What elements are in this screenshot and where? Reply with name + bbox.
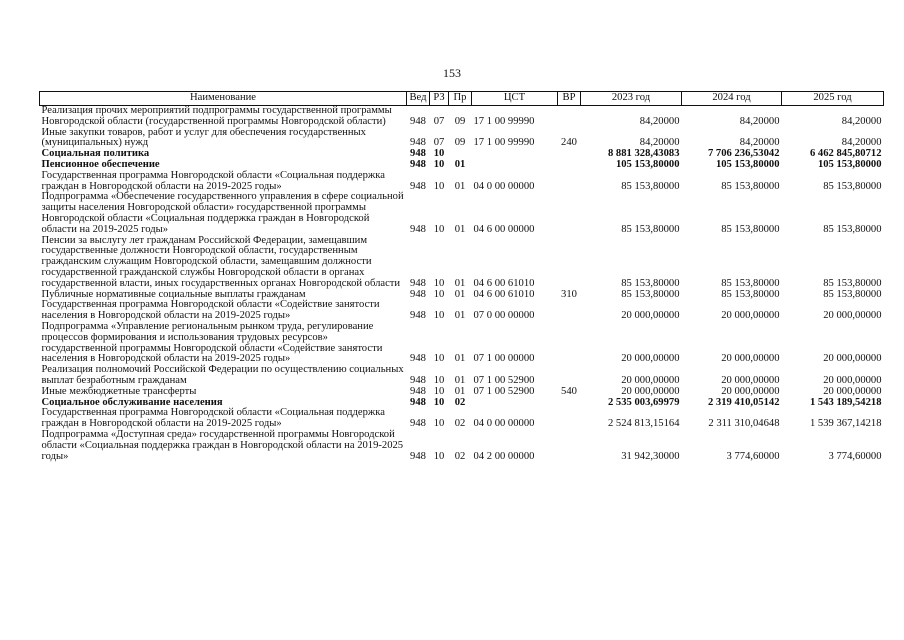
cell-cst: 04 0 00 00000 — [473, 418, 535, 430]
cell-cst: 04 0 00 00000 — [473, 180, 535, 192]
cell-vr: 240 — [561, 137, 577, 149]
cell-y2025: 1 543 189,54218 — [809, 396, 882, 408]
cell-ved: 948 — [410, 374, 426, 386]
cell-rz: 10 — [433, 288, 445, 300]
cell-ved: 948 — [410, 450, 426, 462]
cell-vr — [558, 236, 581, 290]
cell-y2025: 85 153,80000 — [823, 180, 882, 192]
page-number: 153 — [443, 66, 461, 80]
cell-cst: 07 0 00 00000 — [473, 310, 535, 322]
cell-y2024: 85 153,80000 — [721, 180, 780, 192]
cell-pr: 02 — [454, 450, 466, 462]
cell-name: Реализация прочих мероприятий подпрограммы государственной программы Новгородской области (государственной программы Новгородской области) — [41, 105, 392, 127]
cell-vr: 540 — [561, 385, 577, 397]
cell-rz: 10 — [433, 223, 445, 235]
cell-cst: 07 1 00 00000 — [473, 353, 535, 365]
header-vr: ВР — [558, 92, 581, 106]
header-cst: ЦСТ — [472, 92, 558, 106]
cell-name: Реализация полномочий Российской Федерации по осуществлению социальных выплат безработным гражданам — [41, 364, 404, 386]
table-row — [40, 408, 884, 430]
cell-name: Государственная программа Новгородской области «Социальная поддержка граждан в Новгородской области на 2019-2025 годы» — [41, 407, 385, 430]
cell-ved: 948 — [410, 396, 426, 408]
cell-y2023: 84,20000 — [639, 137, 680, 149]
table-row — [40, 192, 884, 235]
cell-y2024: 84,20000 — [739, 115, 780, 127]
cell-ved: 948 — [410, 277, 426, 289]
cell-pr: 01 — [454, 374, 466, 386]
cell-y2025: 84,20000 — [841, 137, 882, 149]
cell-ved: 948 — [410, 158, 426, 170]
cell-y2023: 85 153,80000 — [621, 180, 680, 192]
cell-cst: 07 1 00 52900 — [473, 385, 535, 397]
table-row — [40, 300, 884, 322]
header-pr: Пр — [449, 92, 472, 106]
cell-y2024: 105 153,80000 — [715, 158, 780, 170]
table-row — [40, 128, 884, 150]
cell-y2024: 20 000,00000 — [721, 353, 780, 365]
cell-name: Иные закупки товаров, работ и услуг для обеспечения государственных (муниципальных) нужд — [41, 126, 366, 149]
cell-y2023: 8 881 328,43083 — [607, 148, 680, 160]
cell-cst: 04 6 00 61010 — [473, 288, 535, 300]
cell-cst: 04 6 00 00000 — [473, 223, 535, 235]
cell-pr: 02 — [454, 418, 466, 430]
cell-y2025: 85 153,80000 — [823, 223, 882, 235]
cell-name: Государственная программа Новгородской области «Социальная поддержка граждан в Новгородской области на 2019-2025 годы» — [41, 169, 385, 192]
cell-y2023: 31 942,30000 — [621, 450, 680, 462]
cell-ved: 948 — [410, 288, 426, 300]
table-row — [40, 171, 884, 193]
budget-table — [39, 91, 884, 462]
cell-rz: 10 — [433, 374, 445, 386]
cell-rz: 10 — [433, 353, 445, 365]
cell-y2024: 84,20000 — [739, 137, 780, 149]
cell-pr: 02 — [454, 396, 466, 408]
cell-y2025: 20 000,00000 — [823, 374, 882, 386]
cell-pr: 01 — [454, 277, 466, 289]
cell-y2025: 84,20000 — [841, 115, 882, 127]
cell-name: Государственная программа Новгородской области «Содействие занятости населения в Новгородской области на 2019-2025 годы» — [41, 299, 380, 322]
table-header — [40, 92, 884, 106]
cell-cst — [472, 149, 558, 160]
header-ved: Вед — [407, 92, 430, 106]
cell-cst: 17 1 00 99990 — [473, 137, 535, 149]
cell-pr: 01 — [454, 223, 466, 235]
header-2025: 2025 год — [782, 92, 884, 106]
cell-vr: 310 — [561, 288, 577, 300]
cell-vr — [558, 149, 581, 160]
cell-cst — [472, 160, 558, 171]
table-body — [40, 106, 884, 463]
cell-rz: 10 — [433, 277, 445, 289]
cell-pr: 01 — [454, 385, 466, 397]
cell-y2023: 105 153,80000 — [615, 158, 680, 170]
cell-y2023: 85 153,80000 — [621, 223, 680, 235]
cell-name: Подпрограмма «Обеспечение государственного управления в сфере социальной защиты населения Новгородской области» государственной программы Новгородской области «Социальная поддержка граждан в Новгородской области на 2019-2025 годы» — [41, 191, 404, 235]
cell-pr: 09 — [454, 137, 466, 149]
cell-y2024: 7 706 236,53042 — [707, 148, 780, 160]
cell-ved: 948 — [410, 180, 426, 192]
cell-y2025: 20 000,00000 — [823, 310, 882, 322]
cell-cst: 07 1 00 52900 — [473, 374, 535, 386]
cell-ved: 948 — [410, 385, 426, 397]
cell-vr — [558, 192, 581, 235]
cell-y2025: 20 000,00000 — [823, 385, 882, 397]
cell-vr — [558, 322, 581, 365]
cell-ved: 948 — [410, 137, 426, 149]
cell-y2024: 85 153,80000 — [721, 277, 780, 289]
cell-name: Публичные нормативные социальные выплаты гражданам — [41, 288, 306, 300]
cell-ved: 948 — [410, 223, 426, 235]
cell-y2024: 20 000,00000 — [721, 310, 780, 322]
cell-vr — [558, 430, 581, 462]
cell-y2024: 85 153,80000 — [721, 223, 780, 235]
cell-y2023: 20 000,00000 — [621, 310, 680, 322]
cell-cst: 17 1 00 99990 — [473, 115, 535, 127]
cell-vr — [558, 171, 581, 193]
cell-ved: 948 — [410, 115, 426, 127]
cell-vr — [558, 408, 581, 430]
cell-name: Социальная политика — [41, 148, 150, 160]
cell-rz: 10 — [433, 396, 445, 408]
cell-cst: 04 6 00 61010 — [473, 277, 535, 289]
cell-y2025: 1 539 367,14218 — [809, 418, 882, 430]
cell-name: Иные межбюджетные трансферты — [41, 385, 197, 397]
cell-cst: 04 2 00 00000 — [473, 450, 535, 462]
header-name: Наименование — [40, 92, 407, 106]
cell-y2024: 85 153,80000 — [721, 288, 780, 300]
table-row — [40, 387, 884, 398]
cell-y2025: 20 000,00000 — [823, 353, 882, 365]
cell-y2023: 20 000,00000 — [621, 385, 680, 397]
cell-vr — [558, 398, 581, 409]
cell-cst — [472, 398, 558, 409]
cell-y2025: 105 153,80000 — [817, 158, 882, 170]
cell-y2024: 2 319 410,05142 — [707, 396, 780, 408]
cell-ved: 948 — [410, 353, 426, 365]
cell-rz: 07 — [433, 137, 445, 149]
cell-vr — [558, 106, 581, 128]
cell-vr — [558, 160, 581, 171]
cell-rz: 10 — [433, 450, 445, 462]
cell-y2025: 6 462 845,80712 — [809, 148, 882, 160]
cell-rz: 10 — [433, 148, 445, 160]
cell-y2024: 2 311 310,04648 — [708, 418, 780, 430]
cell-pr: 01 — [454, 158, 466, 170]
cell-vr — [558, 300, 581, 322]
cell-y2025: 85 153,80000 — [823, 288, 882, 300]
cell-ved: 948 — [410, 418, 426, 430]
cell-pr: 01 — [454, 310, 466, 322]
cell-y2023: 84,20000 — [639, 115, 680, 127]
table-row — [40, 365, 884, 387]
cell-name: Социальное обслуживание населения — [41, 396, 223, 408]
cell-name: Подпрограмма «Управление региональным рынком труда, регулирование процессов формирования и использования трудовых ресурсов» государственной программы Новгородской области «Содействие занятости населения в Новгородской области на 2019-2025 годы» — [41, 320, 383, 365]
cell-name: Подпрограмма «Доступная среда» государственной программы Новгородской области «Социальная поддержка граждан в Новгородской области на 2019-2025 годы» — [41, 428, 404, 462]
cell-rz: 10 — [433, 158, 445, 170]
header-2023: 2023 год — [581, 92, 682, 106]
cell-y2024: 20 000,00000 — [721, 385, 780, 397]
cell-rz: 10 — [433, 418, 445, 430]
cell-y2023: 85 153,80000 — [621, 288, 680, 300]
table-row — [40, 236, 884, 290]
table-row — [40, 322, 884, 365]
cell-name: Пенсионное обеспечение — [41, 158, 160, 170]
cell-y2023: 20 000,00000 — [621, 353, 680, 365]
cell-y2023: 2 524 813,15164 — [607, 418, 680, 430]
cell-pr: 09 — [454, 115, 466, 127]
cell-y2023: 2 535 003,69979 — [607, 396, 680, 408]
cell-rz: 07 — [433, 115, 445, 127]
cell-rz: 10 — [433, 180, 445, 192]
cell-rz: 10 — [433, 310, 445, 322]
cell-y2025: 3 774,60000 — [828, 450, 882, 462]
cell-y2024: 3 774,60000 — [726, 450, 780, 462]
cell-name: Пенсии за выслугу лет гражданам Российской Федерации, замещавшим государственные должности Новгородской области, государственным гражданским служащим Новгородской области, замещавшим должности государственной гражданской службы Новгородской области в органах государственной власти, иных государственных органах Новгородской области — [41, 234, 401, 289]
cell-rz: 10 — [433, 385, 445, 397]
header-rz: РЗ — [430, 92, 449, 106]
header-2024: 2024 год — [682, 92, 782, 106]
cell-pr: 01 — [454, 180, 466, 192]
cell-y2023: 20 000,00000 — [621, 374, 680, 386]
cell-ved: 948 — [410, 148, 426, 160]
cell-pr: 01 — [454, 288, 466, 300]
table-row — [40, 430, 884, 462]
cell-pr: 01 — [454, 353, 466, 365]
cell-vr — [558, 365, 581, 387]
cell-y2025: 85 153,80000 — [823, 277, 882, 289]
table-row — [40, 106, 884, 128]
cell-y2024: 20 000,00000 — [721, 374, 780, 386]
cell-y2023: 85 153,80000 — [621, 277, 680, 289]
cell-ved: 948 — [410, 310, 426, 322]
